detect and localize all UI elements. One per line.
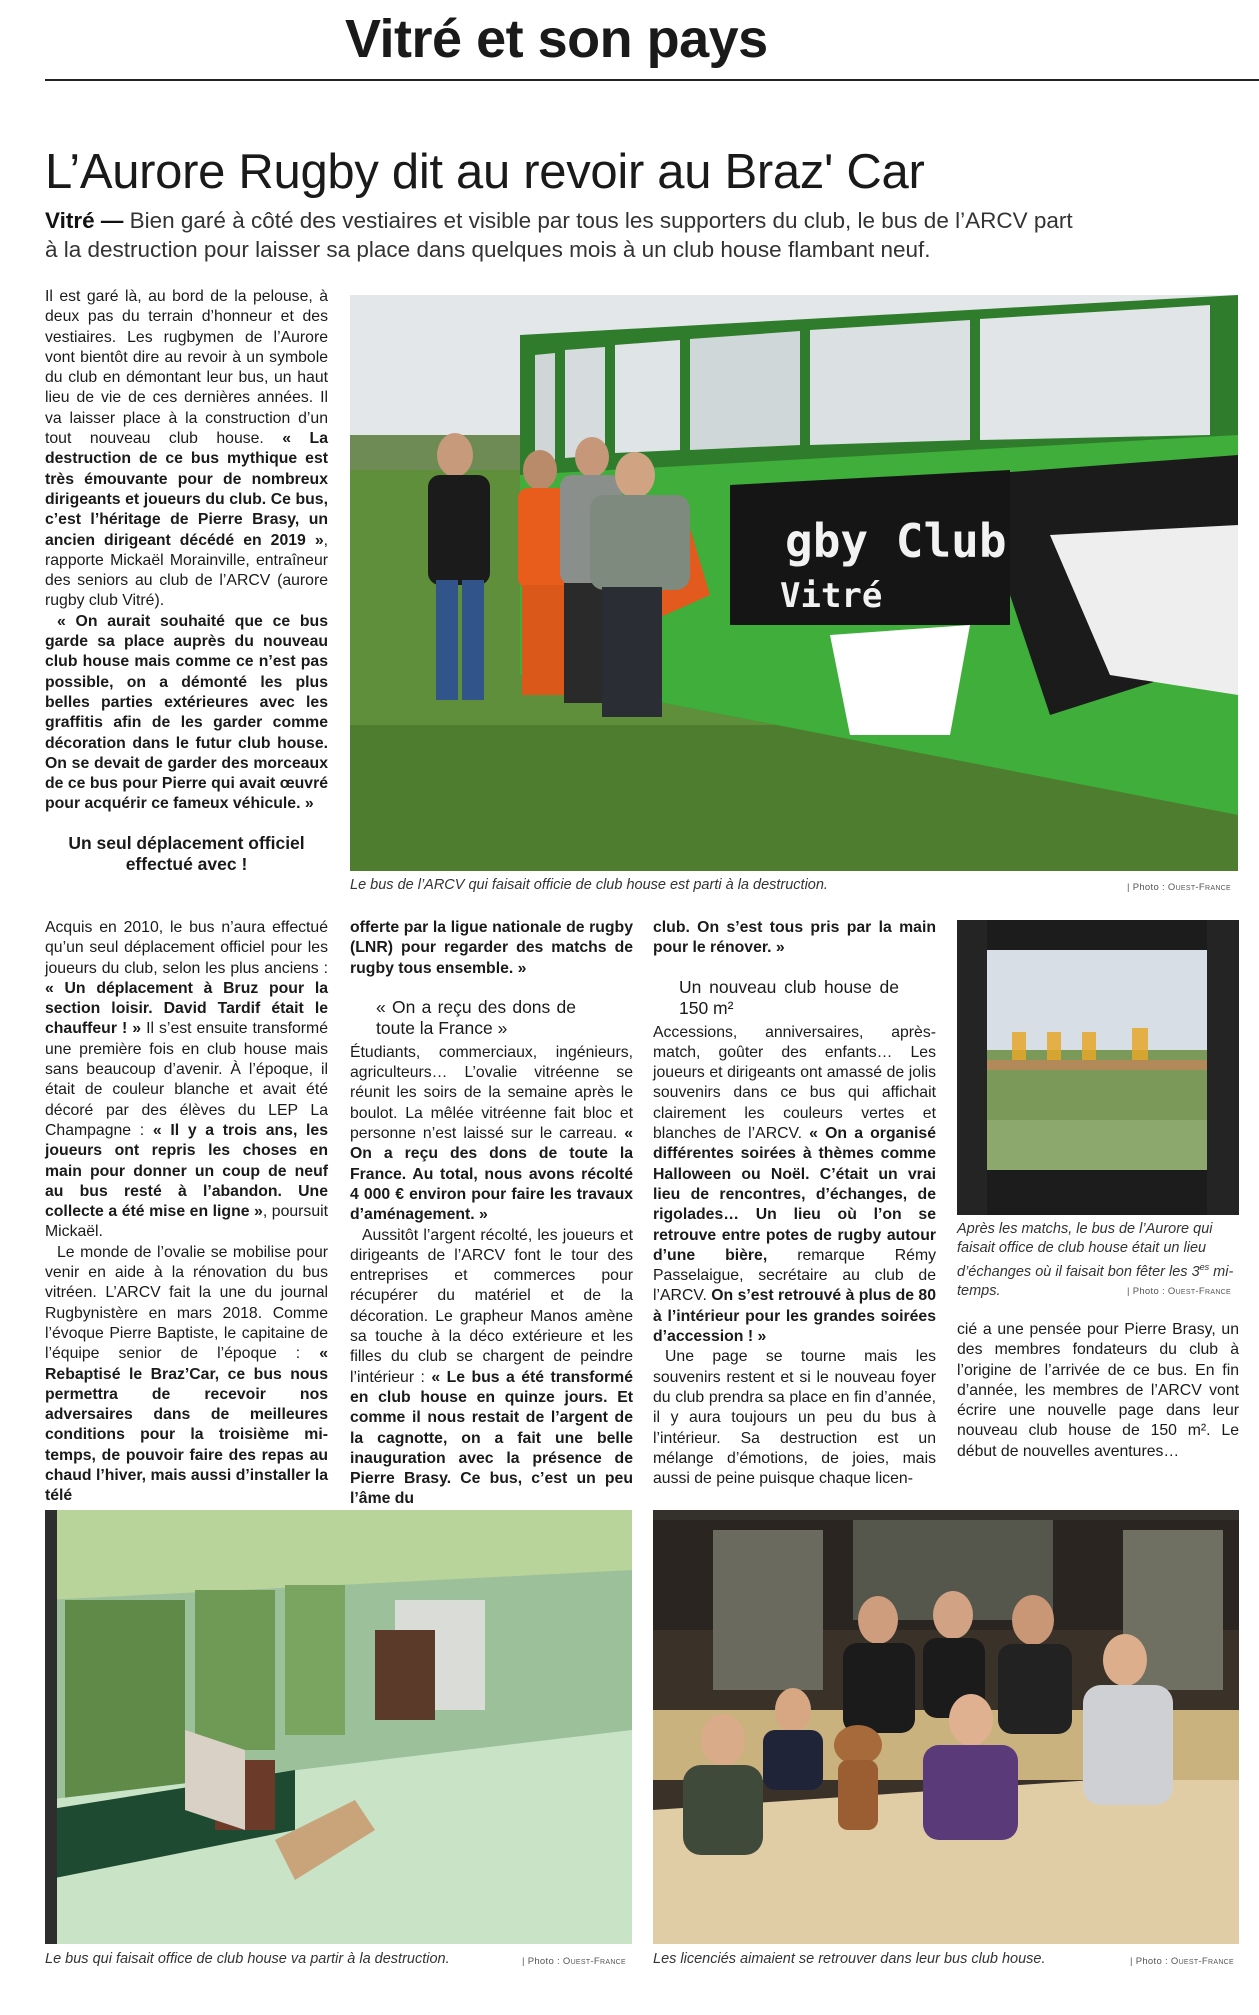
subhead: « On a reçu des dons de toute la France » [376,996,576,1038]
lede [45,206,1075,264]
paragraph: Il est garé là, au bord de la pelouse, à deux pas du terrain d’honneur et des vestiaires. Les rugbymen de l’Aurore vont bientôt dire au revoir à un symbole du club en démontant leur bus, un haut lieu de vie de ces dernières années. Il va laisser place à la construction d’un tout nouveau club house. « La destruction de ce bus mythique est très émouvante pour de nombreux dirigeants et joueurs du club. Ce bus, c’est l’héritage de Pierre Brasy, un ancien dirigeant décédé en 2019 », rapporte Mickaël Morainville, entraîneur des seniors au club de l’ARCV (aurore rugby club Vitré). [45,288,328,610]
main-photo [350,295,1238,871]
paragraph: Une page se tourne mais les souvenirs restent et si le nouveau foyer du club prendra sa place en fin d’année, il y aura toujours un peu du bus à l’intérieur. Sa destruction est un mélange d’émotions, de joies, mais aussi de peine puisque chaque licen- [653,1348,936,1488]
window-photo [957,920,1239,1215]
paragraph: « On aurait souhaité que ce bus garde sa place auprès du nouveau club house mais comme ce n’est pas possible, on a démonté les plus belles parties extérieures avec les graffitis afin de les garder comme décoration dans le futur club house. On se devait de garder des morceaux de ce bus pour Pierre qui avait œuvré pour acquérir ce fameux véhicule. » [45,612,328,813]
subhead: Un seul déplacement officiel effectué avec ! [68,832,305,874]
paragraph: cié a une pensée pour Pierre Brasy, un des membres fondateurs du club à l’origine de l’arrivée de ce bus. En fin d’année, les membres de l’ARCV vont écrire une nouvelle page dans leur nouveau club house de 150 m². Le début de nouvelles aventures… [957,1321,1239,1460]
paragraph: Aussitôt l’argent récolté, les joueurs et dirigeants de l’ARCV font le tour des entreprises et commerces pour récupérer du matériel et de la décoration. Le grapheur Manos amène sa touche à la déco extérieure et les filles du club se chargent de peindre l’intérieur : « Le bus a été transformé en club house en quinze jours. Et comme il nous restait de l’argent de la cagnotte, on a fait une belle inauguration avec la présence de Pierre Brasy. Ce bus, c’est un peu l’âme du [350,1226,633,1508]
lede-place: Vitré — [45,208,124,233]
photo-credit: | Photo : Ouest-France [1127,1286,1232,1297]
article-column-1 [45,287,328,879]
photo-credit: | Photo : Ouest-France [1130,1956,1235,1967]
paragraph: club. On s’est tous pris par la main pour le rénover. » [653,919,936,957]
window-photo-caption: Après les matchs, le bus de l’Aurore qui faisait office de club house était un lieu d’échanges où il faisait bon fêter les $3^{es}$ mi-temps. [957,1221,1234,1299]
bus-lettering-2: Vitré [780,576,883,616]
paragraph: Le monde de l’ovalie se mobilise pour venir en aide à la rénovation du bus vitréen. L’ARCV fait la une du journal Rugbynistère en mars 2018. Comme l’évoque Pierre Baptiste, le capitaine de l’équipe senior de l’époque : « Rebaptisé le Braz’Car, ce bus nous permettra de recevoir nos adversaires dans de meilleures conditions pour la troisième mi-temps, de pouvoir faire des repas au chaud l’hiver, mais aussi d’installer la télé [45,1243,328,1505]
main-photo-caption: Le bus de l’ARCV qui faisait officie de club house est parti à la destruction. [350,877,828,893]
article-column-2 [45,918,328,1507]
interior-photo [45,1510,632,1944]
bus-lettering: gby Club [785,514,1007,568]
paragraph: Acquis en 2010, le bus n’aura effectué qu’un seul déplacement officiel pour les joueurs du club, selon les plus anciens : « Un déplacement à Bruz pour la section loisir. David Tardif était le chauffeur ! » Il s’est ensuite transformé une première fois en club house mais sans beaucoup d’avenir. À l’époque, il était de couleur blanche et avait été décoré par des élèves du LEP La Champagne : « Il y a trois ans, les joueurs ont repris les choses en main pour donner un coup de neuf au bus resté à l’abandon. Une collecte a été mise en ligne », poursuit Mickaël. [45,919,329,1241]
headline: L’Aurore Rugby dit au revoir au Braz' Car [45,145,925,199]
group-photo [653,1510,1239,1944]
subhead: Un nouveau club house de 150 m² [679,976,899,1018]
header-rule [45,79,1259,81]
paragraph: Accessions, anniversaires, après-match, goûter des enfants… Les joueurs et dirigeants ont amassé de jolis souvenirs dans ce bus qui affichait clairement les couleurs vertes et blanches de l’ARCV. « On a organisé différentes soirées à thèmes comme Halloween ou Noël. C’était un vrai lieu de rencontres, d’échanges, de rigolades… Un lieu où l’on se retrouve entre potes de rugby autour d’une bière, remarque Rémy Passelaigue, secrétaire au club de l’ARCV. On s’est retrouvé à plus de 80 à l’intérieur pour les grandes soirées d’accession ! » [653,1023,937,1346]
section-title: Vitré et son pays [345,9,768,69]
article-column-4 [653,918,936,1489]
paragraph: offerte par la ligue nationale de rugby (LNR) pour regarder des matchs de rugby tous ensemble. » [350,919,633,977]
photo-credit: | Photo : Ouest-France [522,1956,627,1967]
photo-credit: | Photo : Ouest-France [1127,882,1232,893]
lede-text: Bien garé à côté des vestiaires et visible par tous les supporters du club, le bus de l’ARCV part à la destruction pour laisser sa place dans quelques mois à un club house flambant neuf. [45,208,1073,262]
paragraph: Étudiants, commerciaux, ingénieurs, agriculteurs… L’ovalie vitréenne se réunit les soirs de la semaine après le boulot. La mêlée vitréenne fait bloc et personne n’est laissé sur le carreau. « On a reçu des dons de toute la France. Au total, nous avons récolté 4 000 € environ pour faire les travaux d’aménagement. » [350,1043,633,1224]
interior-photo-caption: Le bus qui faisait office de club house va partir à la destruction. [45,1951,450,1967]
article-column-5 [957,1320,1239,1462]
group-photo-caption: Les licenciés aimaient se retrouver dans leur bus club house. [653,1951,1046,1967]
article-column-3 [350,918,633,1510]
